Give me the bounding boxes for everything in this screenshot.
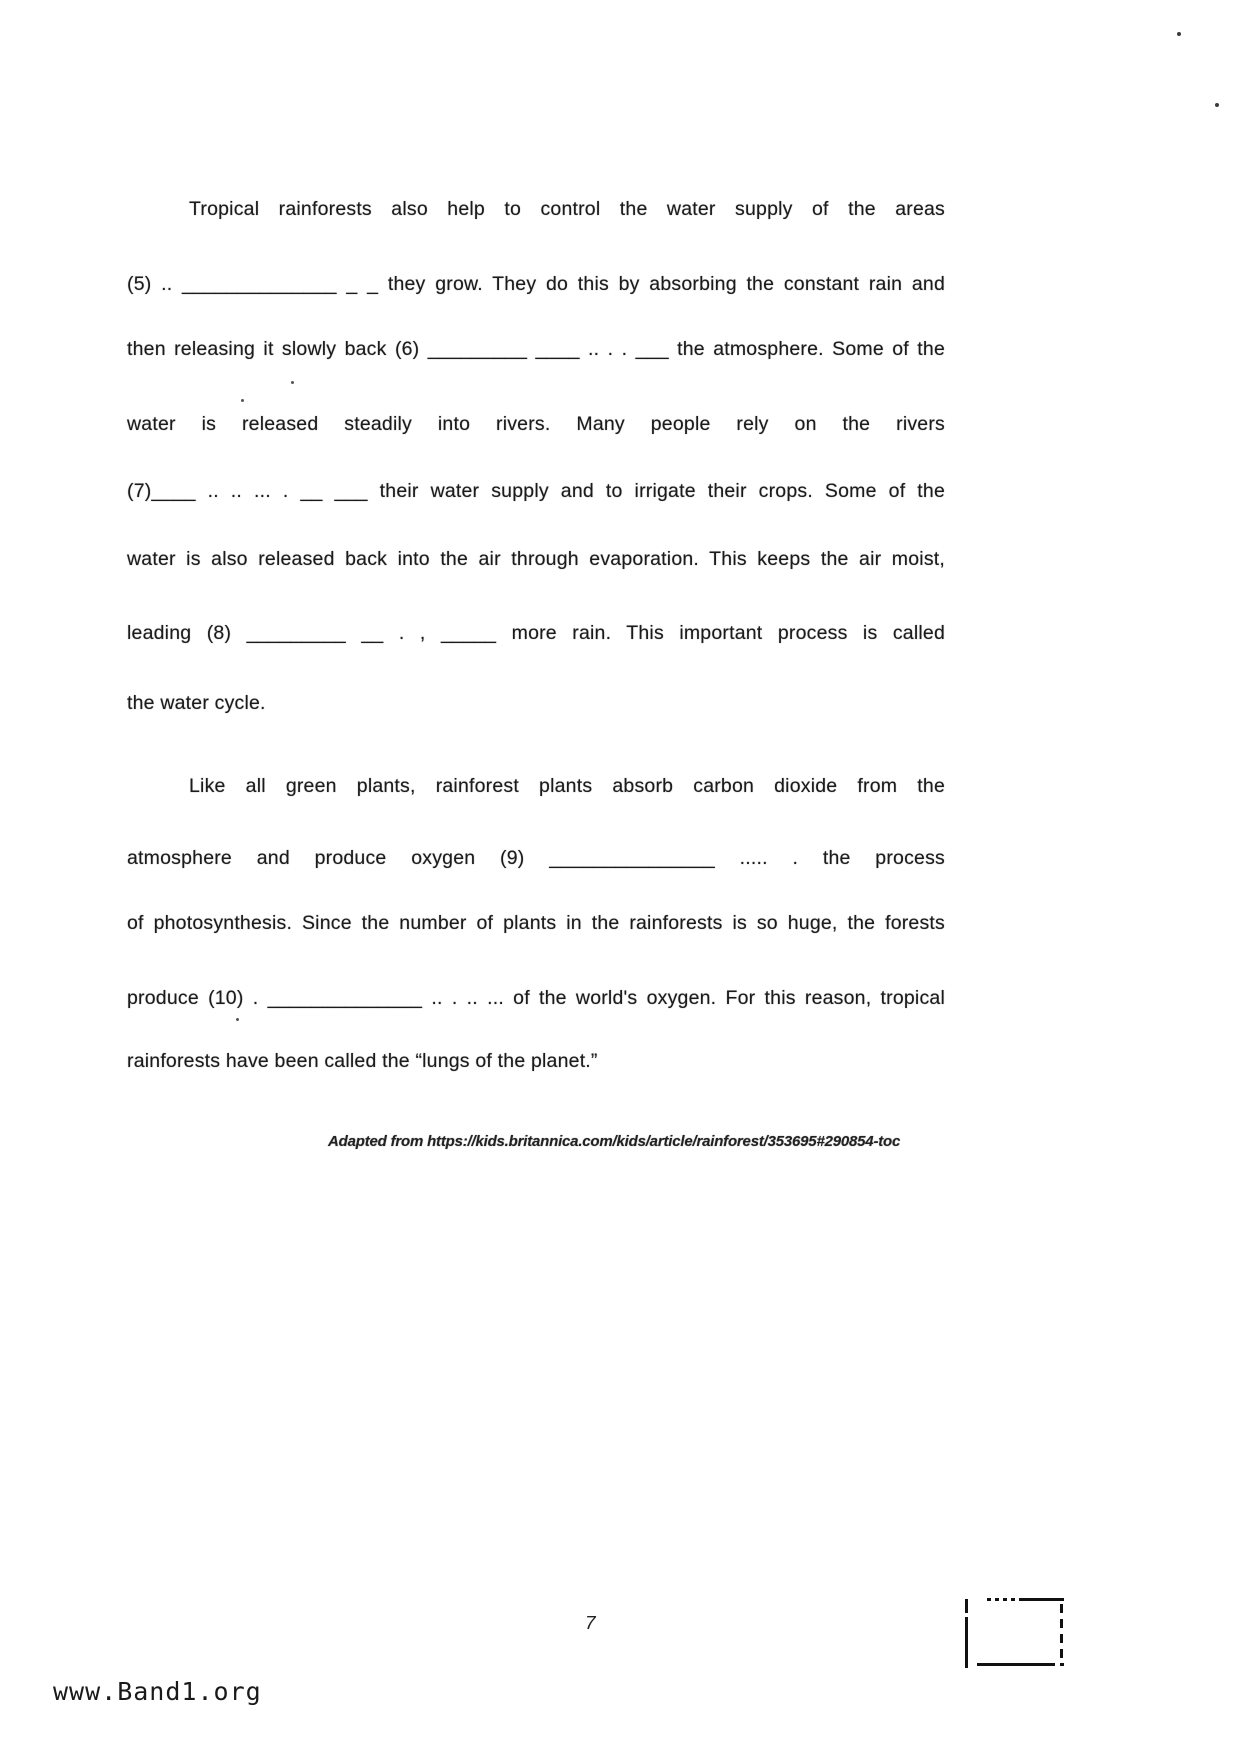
scan-speck xyxy=(236,1018,239,1021)
paragraph-line-blank-5: (5) .. ______________ _ _ they grow. They do this by absorbing the constant rain and xyxy=(127,273,945,295)
paragraph-line: water is released steadily into rivers. Many people rely on the rivers xyxy=(127,413,945,435)
score-box-right-dotted-edge xyxy=(1060,1604,1063,1664)
watermark-url: www.Band1.org xyxy=(53,1677,262,1706)
paragraph-line-blank-9: atmosphere and produce oxygen (9) _______________ ..... . the process xyxy=(127,847,945,869)
score-box-bottom-edge xyxy=(977,1663,1055,1666)
scan-speck xyxy=(241,399,244,402)
scan-speck xyxy=(1215,103,1219,107)
paragraph-line: Tropical rainforests also help to control the water supply of the areas xyxy=(189,198,945,220)
score-box-left-edge xyxy=(965,1617,968,1668)
page-number: 7 xyxy=(585,1613,596,1634)
paragraph-line-blank-10: produce (10) . ______________ .. . .. ... of the world's oxygen. For this reason, tropical xyxy=(127,987,945,1009)
paragraph-line: water is also released back into the air through evaporation. This keeps the air moist, xyxy=(127,548,945,570)
paragraph-line-blank-7: (7)____ .. .. ... . __ ___ their water supply and to irrigate their crops. Some of the xyxy=(127,480,945,502)
scan-speck xyxy=(1177,32,1181,36)
source-attribution: Adapted from https://kids.britannica.com/kids/article/rainforest/353695#290854-toc xyxy=(328,1133,901,1150)
paragraph-line: the water cycle. xyxy=(127,692,266,714)
scan-speck xyxy=(291,381,294,384)
score-box-bottom-dot xyxy=(1060,1663,1064,1666)
paragraph-line: rainforests have been called the “lungs of the planet.” xyxy=(127,1050,598,1072)
score-box-left-dash xyxy=(965,1599,968,1613)
paragraph-line: of photosynthesis. Since the number of plants in the rainforests is so huge, the forests xyxy=(127,912,945,934)
score-box-top-edge xyxy=(1019,1598,1064,1601)
paragraph-line-blank-6: then releasing it slowly back (6) _________ ____ .. . . ___ the atmosphere. Some of the xyxy=(127,338,945,360)
paragraph-line-blank-8: leading (8) _________ __ . , _____ more rain. This important process is called xyxy=(127,622,945,644)
paragraph-line: Like all green plants, rainforest plants absorb carbon dioxide from the xyxy=(189,775,945,797)
score-box-top-dotted-edge xyxy=(987,1598,1015,1601)
